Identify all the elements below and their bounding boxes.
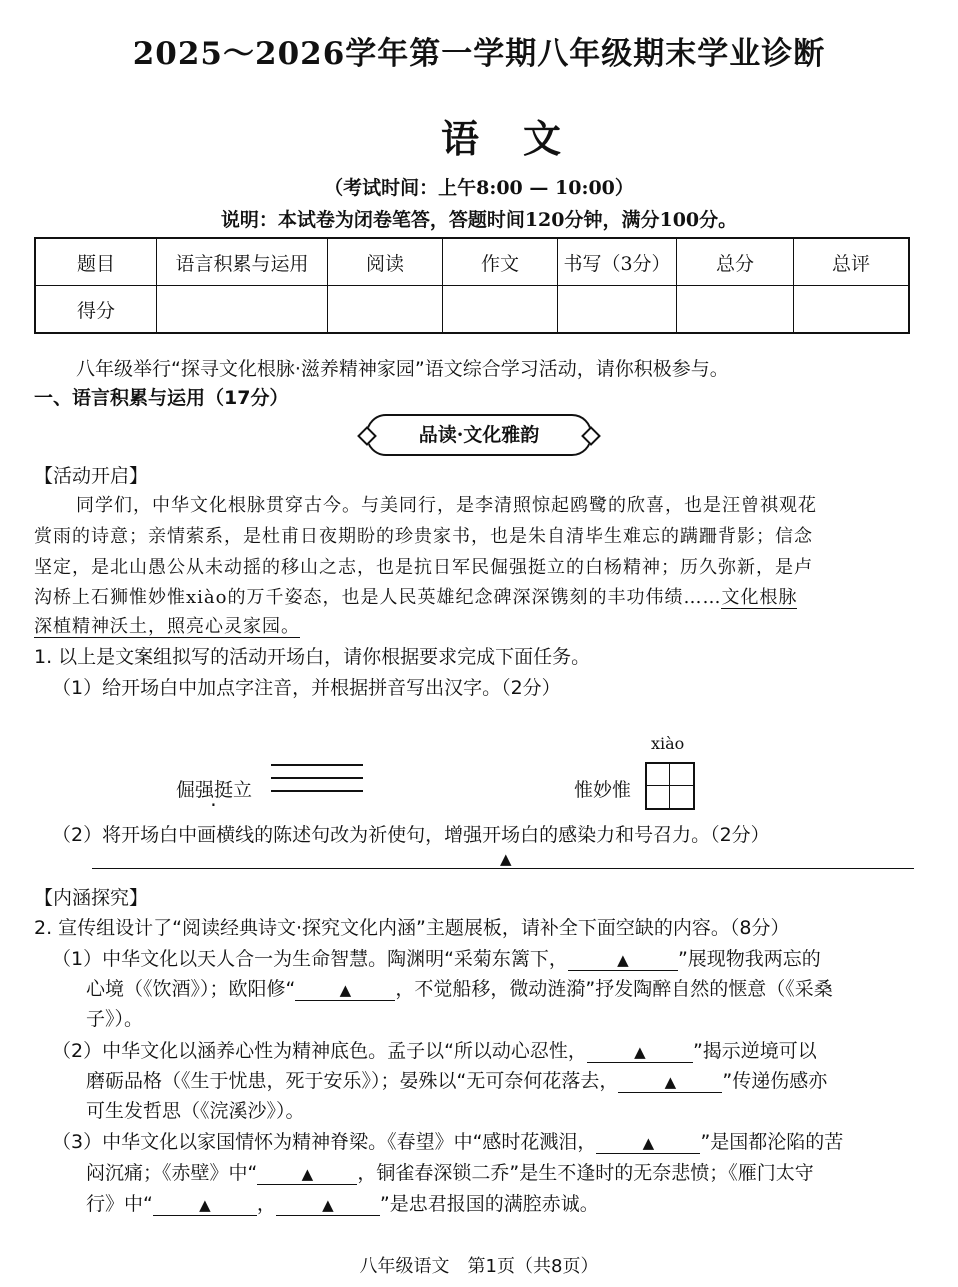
text-segment: 磨砺品格（《生于忧患，死于安乐》）；晏殊以“无可奈何花落去， xyxy=(86,1070,619,1092)
text-segment: 闷沉痛；《赤壁》中“ xyxy=(86,1162,258,1184)
activity-start-heading: 【活动开启】 xyxy=(34,465,149,487)
q2-part1-line3: 子》）。 xyxy=(86,1008,144,1030)
section-banner: 品读·文化雅韵 xyxy=(366,414,592,456)
q1-pinyin: xiào xyxy=(651,734,685,753)
q2-part2-line1 xyxy=(52,1036,817,1063)
q1-word-jue xyxy=(176,775,252,802)
exam-instructions: 说明：本试卷为闭卷笔答，答题时间120分钟，满分100分。 xyxy=(220,209,738,231)
underlined-sentence-end: 深植精神沃土，照亮心灵家园。 xyxy=(34,616,300,637)
q1-sub2: （2）将开场白中画横线的陈述句改为祈使句，增强开场白的感染力和号召力。（2分） xyxy=(52,824,770,846)
q2-part2-line2 xyxy=(86,1066,827,1093)
q2-part2-line3: 可生发哲思（《浣溪沙》）。 xyxy=(86,1100,305,1122)
score-header-cell: 作文 xyxy=(443,238,558,286)
text-segment: ”是忠君报国的满腔赤诚。 xyxy=(379,1193,599,1215)
blank-triangle: ▲ xyxy=(642,1134,655,1152)
q1-stem: 1. 以上是文案组拟写的活动开场白，请你根据要求完成下面任务。 xyxy=(34,646,591,668)
blank-triangle: ▲ xyxy=(634,1043,646,1061)
q1-word-xiao: 惟妙惟 xyxy=(574,779,632,801)
page-footer: 八年级语文 第1页（共8页） xyxy=(359,1256,599,1277)
blank-triangle: ▲ xyxy=(322,1196,334,1214)
passage-line-text: 沟桥上石狮惟妙惟xiào的万千姿态，也是人民英雄纪念碑深深镌刻的丰功伟绩…… xyxy=(34,587,722,608)
dotted-word: 倔强挺立 xyxy=(176,779,253,801)
fill-blank[interactable] xyxy=(153,1193,257,1216)
answer-line[interactable] xyxy=(92,868,914,869)
score-cell[interactable] xyxy=(443,286,558,334)
text-segment: ， xyxy=(256,1193,276,1215)
fill-blank[interactable] xyxy=(568,948,678,971)
q2-part1-line1 xyxy=(52,944,821,971)
q2-stem: 2. 宣传组设计了“阅读经典诗文·探究文化内涵”主题展板，请补全下面空缺的内容。（8分） xyxy=(34,917,790,939)
score-table-header-row xyxy=(35,238,909,286)
subject-title: 语文 xyxy=(440,116,605,161)
fill-blank[interactable] xyxy=(295,978,395,1001)
text-segment: ，铜雀春深锁二乔”是生不逢时的无奈悲愤；《雁门太守 xyxy=(357,1162,814,1184)
blank-triangle: ▲ xyxy=(617,951,629,969)
fill-blank[interactable] xyxy=(276,1193,380,1216)
score-header-cell: 语言积累与运用 xyxy=(157,238,328,286)
score-cell[interactable] xyxy=(157,286,328,334)
exam-time: （考试时间：上午8:00 — 10:00） xyxy=(324,177,634,199)
connotation-heading: 【内涵探究】 xyxy=(34,887,149,909)
blank-triangle: ▲ xyxy=(301,1165,314,1183)
text-segment: ”展现物我两忘的 xyxy=(677,948,821,970)
score-cell[interactable] xyxy=(558,286,677,334)
text-segment: 行》中“ xyxy=(86,1193,153,1215)
score-cell[interactable] xyxy=(794,286,910,334)
q1-sub1: （1）给开场白中加点字注音，并根据拼音写出汉字。（2分） xyxy=(52,677,561,699)
fill-blank[interactable] xyxy=(596,1131,700,1154)
character-answer-box[interactable] xyxy=(645,762,695,810)
fill-blank[interactable] xyxy=(257,1162,357,1185)
exam-title: 2025～2026学年第一学期八年级期末学业诊断 xyxy=(132,36,826,72)
q2-part3-line1 xyxy=(52,1127,843,1154)
pinyin-answer-lines[interactable] xyxy=(271,764,363,804)
score-row-label: 得分 xyxy=(35,286,157,334)
score-header-cell: 书写（3分） xyxy=(558,238,677,286)
activity-intro: 八年级举行“探寻文化根脉·滋养精神家园”语文综合学习活动，请你积极参与。 xyxy=(76,358,729,380)
q2-part1-line2 xyxy=(86,974,833,1001)
score-cell[interactable] xyxy=(677,286,794,334)
score-table xyxy=(34,237,910,334)
score-table-score-row xyxy=(35,286,909,334)
q2-part3-line3 xyxy=(86,1189,599,1216)
fill-blank[interactable] xyxy=(587,1040,693,1063)
text-segment: （1）中华文化以天人合一为生命智慧。陶渊明“采菊东篱下， xyxy=(52,948,568,970)
fill-blank[interactable] xyxy=(618,1070,722,1093)
score-header-cell: 总评 xyxy=(794,238,910,286)
underlined-sentence-start: 文化根脉 xyxy=(721,587,798,608)
blank-triangle: ▲ xyxy=(339,981,352,999)
section1-title: 一、语言积累与运用（17分） xyxy=(34,387,289,409)
passage-line-5 xyxy=(34,612,300,638)
blank-triangle: ▲ xyxy=(199,1196,211,1214)
score-header-cell: 总分 xyxy=(677,238,794,286)
text-segment: ”揭示逆境可以 xyxy=(692,1040,817,1062)
text-segment: （2）中华文化以涵养心性为精神底色。孟子以“所以动心忍性， xyxy=(52,1040,587,1062)
passage-line-4 xyxy=(34,583,797,609)
text-segment: ”是国都沦陷的苦 xyxy=(700,1131,844,1153)
text-segment: ，不觉船移，微动涟漪”抒发陶醉自然的惬意（《采桑 xyxy=(395,978,833,1000)
score-cell[interactable] xyxy=(328,286,443,334)
q2-part3-line2 xyxy=(86,1158,814,1185)
score-header-cell: 题目 xyxy=(35,238,157,286)
text-segment: ”传递伤感亦 xyxy=(722,1070,828,1092)
score-header-cell: 阅读 xyxy=(328,238,443,286)
passage-line: 坚定，是北山愚公从未动摇的移山之志，也是抗日军民倔强挺立的白杨精神；历久弥新，是卢 xyxy=(34,557,813,578)
text-segment: （3）中华文化以家国情怀为精神脊梁。《春望》中“感时花溅泪， xyxy=(52,1131,597,1153)
blank-triangle: ▲ xyxy=(664,1073,677,1091)
answer-triangle: ▲ xyxy=(500,850,512,868)
passage-line: 同学们，中华文化根脉贯穿古今。与美同行，是李清照惊起鸥鹭的欣喜，也是汪曾祺观花 xyxy=(76,495,817,516)
passage-line: 赏雨的诗意；亲情萦系，是杜甫日夜期盼的珍贵家书，也是朱自清毕生难忘的蹒跚背影；信念 xyxy=(34,526,813,547)
text-segment: 心境（《饮酒》）；欧阳修“ xyxy=(86,978,296,1000)
